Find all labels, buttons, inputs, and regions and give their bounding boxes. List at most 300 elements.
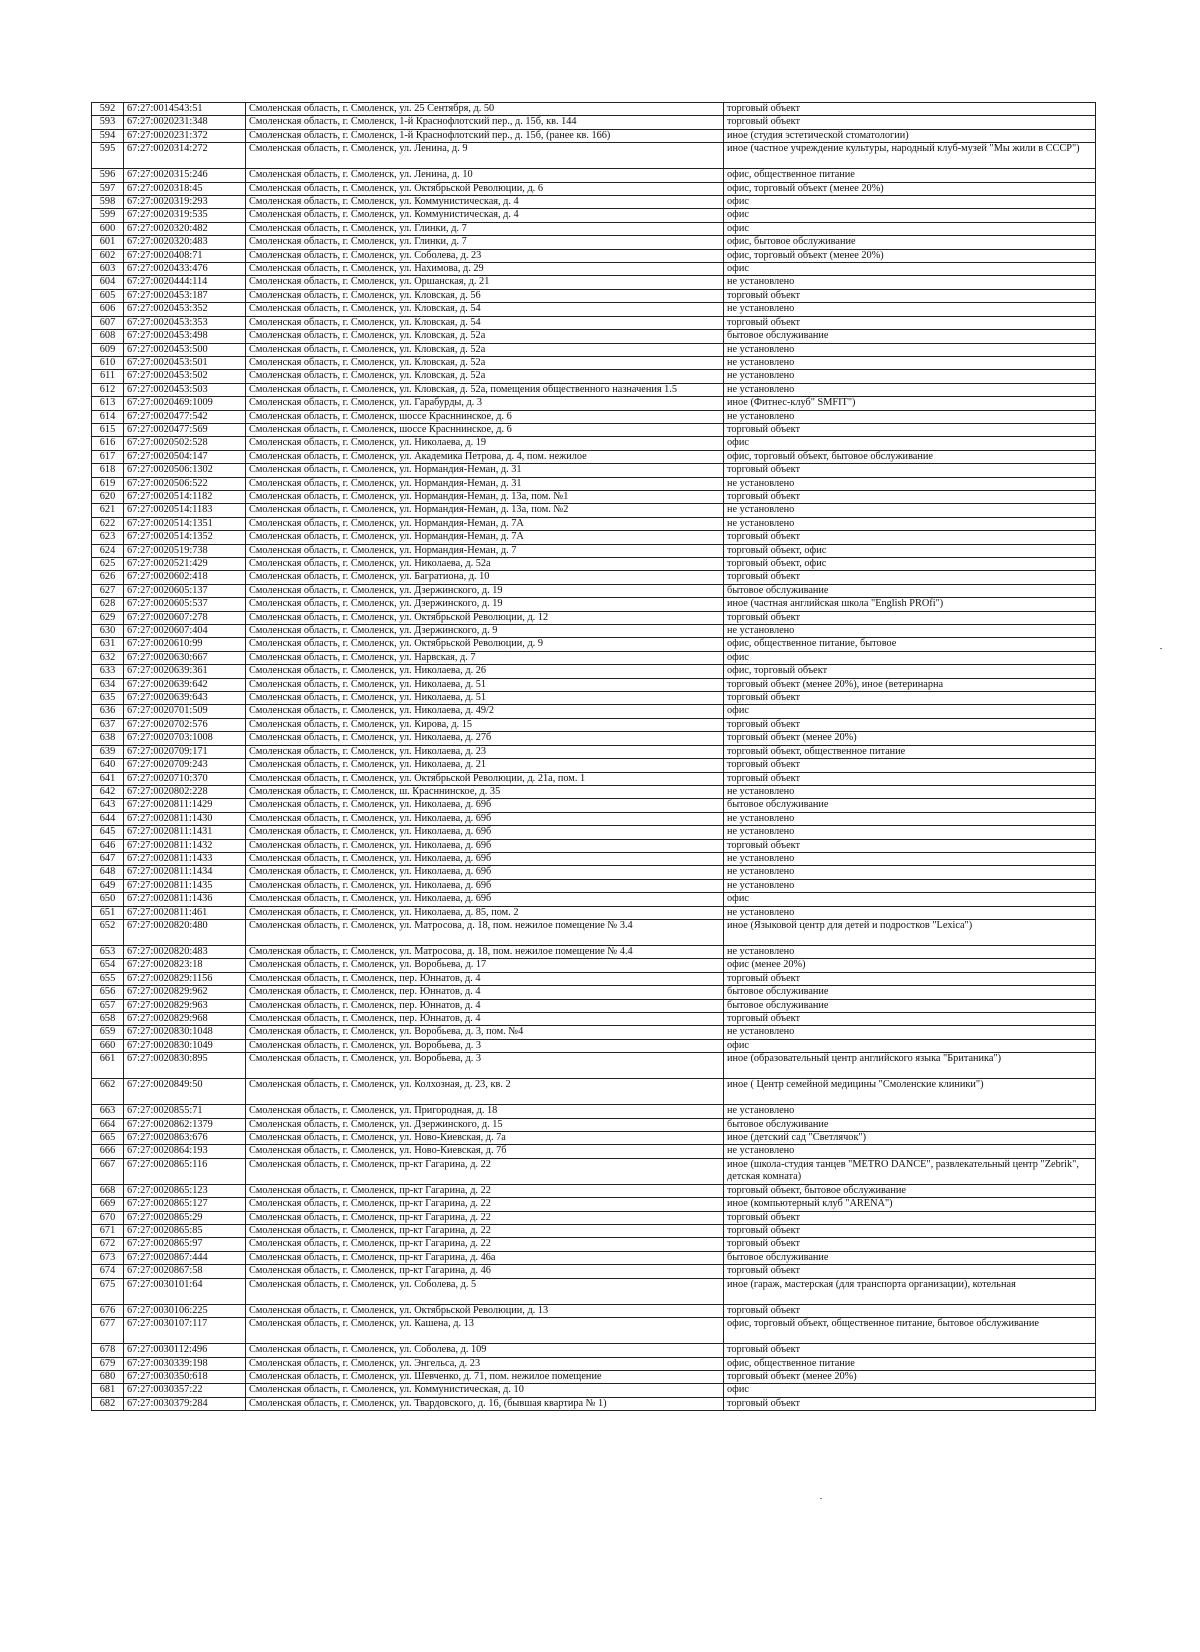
table-row	[92, 263, 1096, 276]
row-number-cell: 643	[92, 799, 124, 812]
cadastral-number-cell: 67:27:0020864:193	[124, 1145, 246, 1158]
table-row	[92, 410, 1096, 423]
usage-type-cell: не установлено	[724, 276, 1096, 289]
usage-type-cell: торговый объект, бытовое обслуживание	[724, 1184, 1096, 1197]
address-cell: Смоленская область, г. Смоленск, ул. Кловская, д. 52а, помещения общественного назначения 1.5	[246, 383, 724, 396]
usage-type-cell: не установлено	[724, 1105, 1096, 1118]
address-cell: Смоленская область, г. Смоленск, ул. Дзержинского, д. 15	[246, 1118, 724, 1131]
table-row	[92, 732, 1096, 745]
table-row	[92, 356, 1096, 369]
table-row	[92, 893, 1096, 906]
table-row	[92, 249, 1096, 262]
cadastral-number-cell: 67:27:0020453:352	[124, 303, 246, 316]
address-cell: Смоленская область, г. Смоленск, пр-кт Гагарина, д. 46а	[246, 1251, 724, 1264]
table-row	[92, 665, 1096, 678]
usage-type-cell: офис	[724, 209, 1096, 222]
row-number-cell: 682	[92, 1397, 124, 1410]
cadastral-number-cell: 67:27:0020702:576	[124, 718, 246, 731]
usage-type-cell: офис, торговый объект, бытовое обслуживание	[724, 450, 1096, 463]
address-cell: Смоленская область, г. Смоленск, ул. Оршанская, д. 21	[246, 276, 724, 289]
table-row	[92, 464, 1096, 477]
cadastral-number-cell: 67:27:0020865:116	[124, 1158, 246, 1184]
table-row	[92, 236, 1096, 249]
usage-type-cell: офис	[724, 222, 1096, 235]
cadastral-number-cell: 67:27:0020506:1302	[124, 464, 246, 477]
table-row	[92, 826, 1096, 839]
row-number-cell: 630	[92, 625, 124, 638]
row-number-cell: 664	[92, 1118, 124, 1131]
address-cell: Смоленская область, г. Смоленск, ул. Соболева, д. 109	[246, 1344, 724, 1357]
cadastral-number-cell: 67:27:0020820:480	[124, 919, 246, 945]
address-cell: Смоленская область, г. Смоленск, ул. Шевченко, д. 71, пом. нежилое помещение	[246, 1370, 724, 1383]
address-cell: Смоленская область, г. Смоленск, шоссе Красннинское, д. 6	[246, 410, 724, 423]
cadastral-number-cell: 67:27:0020602:418	[124, 571, 246, 584]
row-number-cell: 592	[92, 103, 124, 116]
usage-type-cell: торговый объект (менее 20%)	[724, 1370, 1096, 1383]
table-row	[92, 866, 1096, 879]
cadastral-number-cell: 67:27:0020453:187	[124, 289, 246, 302]
row-number-cell: 625	[92, 558, 124, 571]
address-cell: Смоленская область, г. Смоленск, ш. Красннинское, д. 35	[246, 785, 724, 798]
address-cell: Смоленская область, г. Смоленск, ул. Николаева, д. 69б	[246, 812, 724, 825]
row-number-cell: 651	[92, 906, 124, 919]
cadastral-number-cell: 67:27:0020231:372	[124, 129, 246, 142]
usage-type-cell: иное (детский сад "Светлячок")	[724, 1132, 1096, 1145]
cadastral-number-cell: 67:27:0020630:667	[124, 651, 246, 664]
usage-type-cell: торговый объект (менее 20%), иное (ветеринарна	[724, 678, 1096, 691]
row-number-cell: 655	[92, 972, 124, 985]
usage-type-cell: офис	[724, 651, 1096, 664]
row-number-cell: 626	[92, 571, 124, 584]
address-cell: Смоленская область, г. Смоленск, ул. Багратиона, д. 10	[246, 571, 724, 584]
address-cell: Смоленская область, г. Смоленск, ул. Кирова, д. 15	[246, 718, 724, 731]
address-cell: Смоленская область, г. Смоленск, ул. Кашена, д. 13	[246, 1318, 724, 1344]
row-number-cell: 634	[92, 678, 124, 691]
cadastral-number-cell: 67:27:0020314:272	[124, 143, 246, 169]
cadastral-number-cell: 67:27:0020829:963	[124, 999, 246, 1012]
table-row	[92, 1238, 1096, 1251]
row-number-cell: 642	[92, 785, 124, 798]
table-row	[92, 972, 1096, 985]
table-row	[92, 999, 1096, 1012]
address-cell: Смоленская область, г. Смоленск, ул. Соболева, д. 5	[246, 1278, 724, 1304]
row-number-cell: 678	[92, 1344, 124, 1357]
cadastral-number-cell: 67:27:0020830:1049	[124, 1039, 246, 1052]
table-row	[92, 1105, 1096, 1118]
table-row	[92, 490, 1096, 503]
usage-type-cell: торговый объект	[724, 772, 1096, 785]
table-row	[92, 651, 1096, 664]
row-number-cell: 681	[92, 1384, 124, 1397]
address-cell: Смоленская область, г. Смоленск, пр-кт Гагарина, д. 22	[246, 1211, 724, 1224]
cadastral-number-cell: 67:27:0020823:18	[124, 959, 246, 972]
usage-type-cell: офис (менее 20%)	[724, 959, 1096, 972]
usage-type-cell: офис, бытовое обслуживание	[724, 236, 1096, 249]
cadastral-number-cell: 67:27:0020639:642	[124, 678, 246, 691]
cadastral-number-cell: 67:27:0020521:429	[124, 558, 246, 571]
cadastral-number-cell: 67:27:0020605:137	[124, 584, 246, 597]
table-row	[92, 1039, 1096, 1052]
row-number-cell: 622	[92, 517, 124, 530]
address-cell: Смоленская область, г. Смоленск, ул. Николаева, д. 69б	[246, 866, 724, 879]
table-row	[92, 169, 1096, 182]
table-row	[92, 437, 1096, 450]
cadastral-number-cell: 67:27:0020319:293	[124, 196, 246, 209]
address-cell: Смоленская область, г. Смоленск, ул. Кловская, д. 52а	[246, 356, 724, 369]
cadastral-number-cell: 67:27:0020453:498	[124, 330, 246, 343]
address-cell: Смоленская область, г. Смоленск, ул. Николаева, д. 49/2	[246, 705, 724, 718]
table-row	[92, 544, 1096, 557]
row-number-cell: 616	[92, 437, 124, 450]
usage-type-cell: не установлено	[724, 303, 1096, 316]
usage-type-cell: офис	[724, 893, 1096, 906]
scan-speck	[820, 1498, 822, 1499]
table-row	[92, 222, 1096, 235]
address-cell: Смоленская область, г. Смоленск, ул. Твардовского, д. 16, (бывшая квартира № 1)	[246, 1397, 724, 1410]
usage-type-cell: иное (Языковой центр для детей и подростков "Lexica")	[724, 919, 1096, 945]
address-cell: Смоленская область, г. Смоленск, ул. Воробьева, д. 17	[246, 959, 724, 972]
cadastral-number-cell: 67:27:0020865:123	[124, 1184, 246, 1197]
address-cell: Смоленская область, г. Смоленск, ул. Кловская, д. 56	[246, 289, 724, 302]
address-cell: Смоленская область, г. Смоленск, пр-кт Гагарина, д. 22	[246, 1158, 724, 1184]
table-row	[92, 1225, 1096, 1238]
row-number-cell: 607	[92, 316, 124, 329]
address-cell: Смоленская область, г. Смоленск, ул. Николаева, д. 85, пом. 2	[246, 906, 724, 919]
row-number-cell: 600	[92, 222, 124, 235]
cadastral-number-cell: 67:27:0020315:246	[124, 169, 246, 182]
table-row	[92, 558, 1096, 571]
usage-type-cell: офис, торговый объект	[724, 665, 1096, 678]
row-number-cell: 636	[92, 705, 124, 718]
address-cell: Смоленская область, г. Смоленск, ул. Нормандия-Неман, д. 7А	[246, 517, 724, 530]
cadastral-number-cell: 67:27:0020453:500	[124, 343, 246, 356]
usage-type-cell: офис	[724, 437, 1096, 450]
row-number-cell: 672	[92, 1238, 124, 1251]
table-row	[92, 1118, 1096, 1131]
row-number-cell: 629	[92, 611, 124, 624]
cadastral-number-cell: 67:27:0020811:1435	[124, 879, 246, 892]
row-number-cell: 640	[92, 759, 124, 772]
address-cell: Смоленская область, г. Смоленск, ул. Дзержинского, д. 19	[246, 584, 724, 597]
address-cell: Смоленская область, г. Смоленск, ул. Ново-Киевская, д. 7б	[246, 1145, 724, 1158]
row-number-cell: 611	[92, 370, 124, 383]
row-number-cell: 598	[92, 196, 124, 209]
row-number-cell: 669	[92, 1198, 124, 1211]
table-row	[92, 625, 1096, 638]
table-row	[92, 785, 1096, 798]
address-cell: Смоленская область, г. Смоленск, ул. Октябрьской Революции, д. 6	[246, 182, 724, 195]
address-cell: Смоленская область, г. Смоленск, ул. Октябрьской Революции, д. 12	[246, 611, 724, 624]
registry-sheet	[91, 102, 1095, 1411]
usage-type-cell: офис, торговый объект (менее 20%)	[724, 182, 1096, 195]
usage-type-cell: не установлено	[724, 504, 1096, 517]
address-cell: Смоленская область, г. Смоленск, пр-кт Гагарина, д. 22	[246, 1225, 724, 1238]
cadastral-number-cell: 67:27:0030107:117	[124, 1318, 246, 1344]
address-cell: Смоленская область, г. Смоленск, ул. Матросова, д. 18, пом. нежилое помещение № 3.4	[246, 919, 724, 945]
row-number-cell: 649	[92, 879, 124, 892]
row-number-cell: 668	[92, 1184, 124, 1197]
row-number-cell: 618	[92, 464, 124, 477]
cadastral-number-cell: 67:27:0020504:147	[124, 450, 246, 463]
address-cell: Смоленская область, г. Смоленск, ул. Энгельса, д. 23	[246, 1357, 724, 1370]
row-number-cell: 601	[92, 236, 124, 249]
usage-type-cell: не установлено	[724, 1145, 1096, 1158]
row-number-cell: 637	[92, 718, 124, 731]
registry-table	[91, 102, 1096, 1411]
table-row	[92, 276, 1096, 289]
usage-type-cell: иное (школа-студия танцев "METRO DANCE", развлекательный центр "Zebrik", детская комната)	[724, 1158, 1096, 1184]
cadastral-number-cell: 67:27:0020320:483	[124, 236, 246, 249]
scan-speck	[1160, 648, 1162, 649]
usage-type-cell: бытовое обслуживание	[724, 799, 1096, 812]
address-cell: Смоленская область, г. Смоленск, ул. Соболева, д. 23	[246, 249, 724, 262]
usage-type-cell: не установлено	[724, 812, 1096, 825]
row-number-cell: 603	[92, 263, 124, 276]
table-row	[92, 423, 1096, 436]
usage-type-cell: не установлено	[724, 906, 1096, 919]
row-number-cell: 594	[92, 129, 124, 142]
address-cell: Смоленская область, г. Смоленск, пр-кт Гагарина, д. 22	[246, 1198, 724, 1211]
table-row	[92, 397, 1096, 410]
usage-type-cell: торговый объект, общественное питание	[724, 745, 1096, 758]
row-number-cell: 593	[92, 116, 124, 129]
usage-type-cell: иное (частное учреждение культуры, народный клуб-музей "Мы жили в СССР")	[724, 143, 1096, 169]
row-number-cell: 631	[92, 638, 124, 651]
cadastral-number-cell: 67:27:0020444:114	[124, 276, 246, 289]
usage-type-cell: торговый объект	[724, 1211, 1096, 1224]
usage-type-cell: торговый объект (менее 20%)	[724, 732, 1096, 745]
row-number-cell: 620	[92, 490, 124, 503]
cadastral-number-cell: 67:27:0020408:71	[124, 249, 246, 262]
cadastral-number-cell: 67:27:0020514:1352	[124, 531, 246, 544]
cadastral-number-cell: 67:27:0020849:50	[124, 1079, 246, 1105]
row-number-cell: 610	[92, 356, 124, 369]
cadastral-number-cell: 67:27:0020607:404	[124, 625, 246, 638]
table-row	[92, 772, 1096, 785]
row-number-cell: 635	[92, 692, 124, 705]
row-number-cell: 647	[92, 852, 124, 865]
usage-type-cell: бытовое обслуживание	[724, 330, 1096, 343]
usage-type-cell: не установлено	[724, 383, 1096, 396]
table-row	[92, 571, 1096, 584]
row-number-cell: 621	[92, 504, 124, 517]
cadastral-number-cell: 67:27:0020829:1156	[124, 972, 246, 985]
address-cell: Смоленская область, г. Смоленск, ул. Гарабурды, д. 3	[246, 397, 724, 410]
address-cell: Смоленская область, г. Смоленск, шоссе Красннинское, д. 6	[246, 423, 724, 436]
row-number-cell: 656	[92, 986, 124, 999]
cadastral-number-cell: 67:27:0020469:1009	[124, 397, 246, 410]
row-number-cell: 662	[92, 1079, 124, 1105]
row-number-cell: 660	[92, 1039, 124, 1052]
usage-type-cell: бытовое обслуживание	[724, 584, 1096, 597]
table-row	[92, 383, 1096, 396]
address-cell: Смоленская область, г. Смоленск, ул. Николаева, д. 51	[246, 678, 724, 691]
table-row	[92, 1370, 1096, 1383]
usage-type-cell: бытовое обслуживание	[724, 986, 1096, 999]
usage-type-cell: бытовое обслуживание	[724, 1118, 1096, 1131]
address-cell: Смоленская область, г. Смоленск, ул. Глинки, д. 7	[246, 236, 724, 249]
row-number-cell: 595	[92, 143, 124, 169]
cadastral-number-cell: 67:27:0020453:502	[124, 370, 246, 383]
table-row	[92, 1026, 1096, 1039]
cadastral-number-cell: 67:27:0020610:99	[124, 638, 246, 651]
row-number-cell: 650	[92, 893, 124, 906]
usage-type-cell: офис, торговый объект, общественное питание, бытовое обслуживание	[724, 1318, 1096, 1344]
address-cell: Смоленская область, г. Смоленск, ул. Ленина, д. 10	[246, 169, 724, 182]
cadastral-number-cell: 67:27:0020865:97	[124, 1238, 246, 1251]
usage-type-cell: торговый объект	[724, 423, 1096, 436]
row-number-cell: 674	[92, 1265, 124, 1278]
usage-type-cell: офис, торговый объект (менее 20%)	[724, 249, 1096, 262]
row-number-cell: 646	[92, 839, 124, 852]
cadastral-number-cell: 67:27:0020829:962	[124, 986, 246, 999]
usage-type-cell: не установлено	[724, 852, 1096, 865]
address-cell: Смоленская область, г. Смоленск, ул. Матросова, д. 18, пом. нежилое помещение № 4.4	[246, 945, 724, 958]
cadastral-number-cell: 67:27:0030379:284	[124, 1397, 246, 1410]
usage-type-cell: торговый объект	[724, 103, 1096, 116]
cadastral-number-cell: 67:27:0020829:968	[124, 1013, 246, 1026]
address-cell: Смоленская область, г. Смоленск, пр-кт Гагарина, д. 22	[246, 1184, 724, 1197]
address-cell: Смоленская область, г. Смоленск, ул. Николаева, д. 23	[246, 745, 724, 758]
table-row	[92, 1278, 1096, 1304]
address-cell: Смоленская область, г. Смоленск, пер. Юннатов, д. 4	[246, 1013, 724, 1026]
row-number-cell: 638	[92, 732, 124, 745]
cadastral-number-cell: 67:27:0020830:1048	[124, 1026, 246, 1039]
cadastral-number-cell: 67:27:0020701:509	[124, 705, 246, 718]
table-row	[92, 1184, 1096, 1197]
usage-type-cell: не установлено	[724, 625, 1096, 638]
registry-rows	[92, 103, 1096, 1411]
address-cell: Смоленская область, г. Смоленск, ул. Воробьева, д. 3	[246, 1053, 724, 1079]
cadastral-number-cell: 67:27:0020811:1434	[124, 866, 246, 879]
address-cell: Смоленская область, г. Смоленск, ул. Ленина, д. 9	[246, 143, 724, 169]
address-cell: Смоленская область, г. Смоленск, ул. Кловская, д. 52а	[246, 330, 724, 343]
table-row	[92, 1053, 1096, 1079]
address-cell: Смоленская область, г. Смоленск, ул. Воробьева, д. 3	[246, 1039, 724, 1052]
table-row	[92, 598, 1096, 611]
table-row	[92, 1265, 1096, 1278]
usage-type-cell: торговый объект	[724, 972, 1096, 985]
usage-type-cell: не установлено	[724, 1026, 1096, 1039]
table-row	[92, 1397, 1096, 1410]
cadastral-number-cell: 67:27:0020502:528	[124, 437, 246, 450]
row-number-cell: 633	[92, 665, 124, 678]
usage-type-cell: торговый объект	[724, 1225, 1096, 1238]
address-cell: Смоленская область, г. Смоленск, ул. Дзержинского, д. 19	[246, 598, 724, 611]
address-cell: Смоленская область, г. Смоленск, ул. Нормандия-Неман, д. 13а, пом. №1	[246, 490, 724, 503]
usage-type-cell: торговый объект	[724, 1265, 1096, 1278]
address-cell: Смоленская область, г. Смоленск, ул. Николаева, д. 69б	[246, 799, 724, 812]
row-number-cell: 612	[92, 383, 124, 396]
table-row	[92, 1013, 1096, 1026]
usage-type-cell: офис	[724, 196, 1096, 209]
cadastral-number-cell: 67:27:0020811:1436	[124, 893, 246, 906]
cadastral-number-cell: 67:27:0020519:738	[124, 544, 246, 557]
row-number-cell: 632	[92, 651, 124, 664]
address-cell: Смоленская область, г. Смоленск, ул. Николаева, д. 26	[246, 665, 724, 678]
address-cell: Смоленская область, г. Смоленск, ул. Дзержинского, д. 9	[246, 625, 724, 638]
table-row	[92, 370, 1096, 383]
usage-type-cell: иное (студия эстетической стоматологии)	[724, 129, 1096, 142]
table-row	[92, 584, 1096, 597]
row-number-cell: 670	[92, 1211, 124, 1224]
usage-type-cell: не установлено	[724, 370, 1096, 383]
usage-type-cell: торговый объект	[724, 718, 1096, 731]
table-row	[92, 343, 1096, 356]
address-cell: Смоленская область, г. Смоленск, ул. Николаева, д. 69б	[246, 852, 724, 865]
table-row	[92, 879, 1096, 892]
address-cell: Смоленская область, г. Смоленск, ул. Октябрьской Революции, д. 9	[246, 638, 724, 651]
usage-type-cell: торговый объект	[724, 1397, 1096, 1410]
usage-type-cell: офис, общественное питание	[724, 1357, 1096, 1370]
cadastral-number-cell: 67:27:0030112:496	[124, 1344, 246, 1357]
table-row	[92, 1318, 1096, 1344]
usage-type-cell: офис	[724, 263, 1096, 276]
usage-type-cell: торговый объект, офис	[724, 544, 1096, 557]
usage-type-cell: торговый объект	[724, 316, 1096, 329]
cadastral-number-cell: 67:27:0020862:1379	[124, 1118, 246, 1131]
cadastral-number-cell: 67:27:0020709:243	[124, 759, 246, 772]
table-row	[92, 611, 1096, 624]
address-cell: Смоленская область, г. Смоленск, ул. Октябрьской Революции, д. 21а, пом. 1	[246, 772, 724, 785]
address-cell: Смоленская область, г. Смоленск, ул. Кловская, д. 52а	[246, 370, 724, 383]
address-cell: Смоленская область, г. Смоленск, пер. Юннатов, д. 4	[246, 999, 724, 1012]
usage-type-cell: торговый объект	[724, 1304, 1096, 1317]
cadastral-number-cell: 67:27:0020607:278	[124, 611, 246, 624]
table-row	[92, 196, 1096, 209]
row-number-cell: 604	[92, 276, 124, 289]
row-number-cell: 609	[92, 343, 124, 356]
usage-type-cell: офис, общественное питание	[724, 169, 1096, 182]
address-cell: Смоленская область, г. Смоленск, ул. Кловская, д. 54	[246, 303, 724, 316]
address-cell: Смоленская область, г. Смоленск, ул. Академика Петрова, д. 4, пом. нежилое	[246, 450, 724, 463]
address-cell: Смоленская область, г. Смоленск, ул. Нормандия-Неман, д. 7А	[246, 531, 724, 544]
address-cell: Смоленская область, г. Смоленск, ул. Ново-Киевская, д. 7а	[246, 1132, 724, 1145]
table-row	[92, 959, 1096, 972]
table-row	[92, 477, 1096, 490]
table-row	[92, 316, 1096, 329]
cadastral-number-cell: 67:27:0020867:444	[124, 1251, 246, 1264]
usage-type-cell: иное (Фитнес-клуб" SMFIT")	[724, 397, 1096, 410]
row-number-cell: 606	[92, 303, 124, 316]
cadastral-number-cell: 67:27:0020865:85	[124, 1225, 246, 1238]
cadastral-number-cell: 67:27:0020639:643	[124, 692, 246, 705]
address-cell: Смоленская область, г. Смоленск, ул. Николаева, д. 19	[246, 437, 724, 450]
table-row	[92, 1079, 1096, 1105]
table-row	[92, 1304, 1096, 1317]
address-cell: Смоленская область, г. Смоленск, пр-кт Гагарина, д. 22	[246, 1238, 724, 1251]
table-row	[92, 705, 1096, 718]
cadastral-number-cell: 67:27:0030339:198	[124, 1357, 246, 1370]
row-number-cell: 676	[92, 1304, 124, 1317]
usage-type-cell: офис	[724, 1039, 1096, 1052]
usage-type-cell: торговый объект	[724, 464, 1096, 477]
table-row	[92, 745, 1096, 758]
cadastral-number-cell: 67:27:0014543:51	[124, 103, 246, 116]
address-cell: Смоленская область, г. Смоленск, ул. Коммунистическая, д. 4	[246, 209, 724, 222]
row-number-cell: 677	[92, 1318, 124, 1344]
usage-type-cell: не установлено	[724, 517, 1096, 530]
row-number-cell: 605	[92, 289, 124, 302]
table-row	[92, 812, 1096, 825]
row-number-cell: 663	[92, 1105, 124, 1118]
address-cell: Смоленская область, г. Смоленск, пр-кт Гагарина, д. 46	[246, 1265, 724, 1278]
address-cell: Смоленская область, г. Смоленск, ул. Николаева, д. 69б	[246, 879, 724, 892]
cadastral-number-cell: 67:27:0030350:618	[124, 1370, 246, 1383]
table-row	[92, 906, 1096, 919]
row-number-cell: 645	[92, 826, 124, 839]
address-cell: Смоленская область, г. Смоленск, пер. Юннатов, д. 4	[246, 972, 724, 985]
